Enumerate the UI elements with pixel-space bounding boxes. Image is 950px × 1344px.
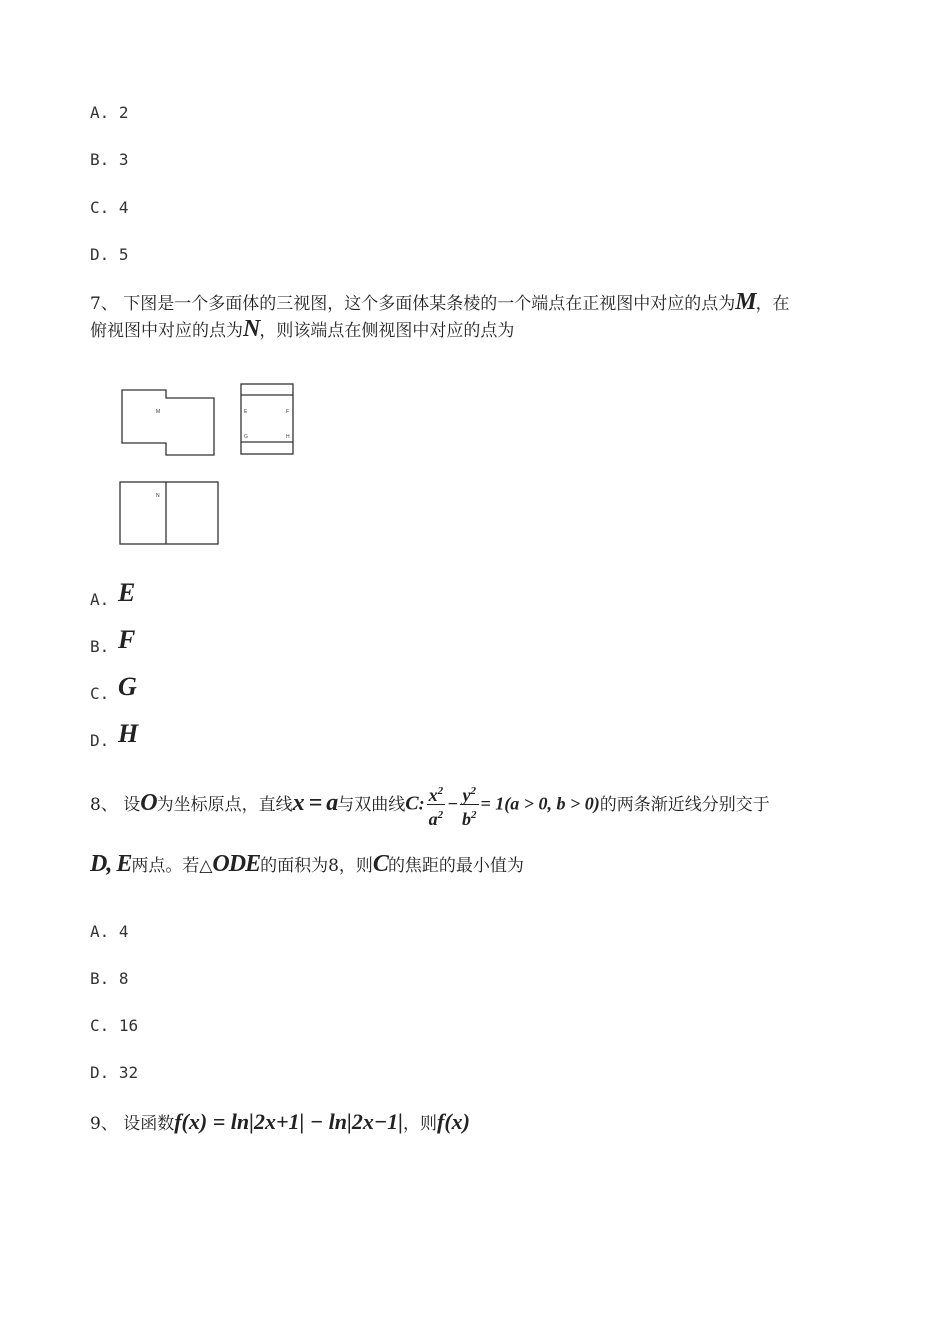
q6-option-c: C. 4 bbox=[90, 198, 129, 217]
q8-option-d: D. 32 bbox=[90, 1063, 139, 1082]
side-view-label-f: F bbox=[286, 409, 290, 415]
top-view-outline bbox=[120, 482, 218, 544]
top-view-label-n: N bbox=[156, 493, 160, 499]
q9-stem: 9、 设函数f(x) = ln|2x+1| − ln|2x−1|，则f(x) bbox=[90, 1109, 471, 1134]
q7-stem-line2: 俯视图中对应的点为N，则该端点在侧视图中对应的点为 bbox=[90, 316, 515, 342]
q8-stem-line1: 8、 设O为坐标原点，直线x = a与双曲线C: $\frac{x^2}{a^2}$ − $\frac{y^2}{b^2}$ = 1(a > 0, b > 0)的两条渐近线分别交于 bbox=[90, 782, 770, 829]
q6-option-a: A. 2 bbox=[90, 103, 129, 122]
side-view-label-h: H bbox=[286, 434, 290, 440]
q6-option-d: D. 5 bbox=[90, 245, 129, 264]
side-view-label-g: G bbox=[244, 434, 248, 440]
side-view-label-e: E bbox=[244, 409, 248, 415]
q8-option-c: C. 16 bbox=[90, 1016, 139, 1035]
function-definition: f(x) = ln|2x+1| − ln|2x−1| bbox=[174, 1109, 404, 1134]
line-equation: x = a bbox=[292, 790, 338, 816]
q8-option-a: A. 4 bbox=[90, 922, 129, 941]
three-view-figure bbox=[110, 375, 310, 550]
q6-option-b: B. 3 bbox=[90, 150, 129, 169]
q7-stem-line1: 7、 下图是一个多面体的三视图，这个多面体某条棱的一个端点在正视图中对应的点为M，在 bbox=[90, 289, 790, 315]
hyperbola-equation: C: $\frac{x^2}{a^2}$ − $\frac{y^2}{b^2}$ = 1(a > 0, b > 0) bbox=[405, 782, 600, 829]
point-m: M bbox=[735, 289, 756, 315]
point-n: N bbox=[243, 316, 260, 342]
q8-stem-line2: D, E两点。若△ODE的面积为8，则C的焦距的最小值为 bbox=[90, 851, 524, 877]
front-view-outline bbox=[122, 390, 214, 455]
q8-option-b: B. 8 bbox=[90, 969, 129, 988]
front-view-label-m: M bbox=[156, 409, 161, 415]
